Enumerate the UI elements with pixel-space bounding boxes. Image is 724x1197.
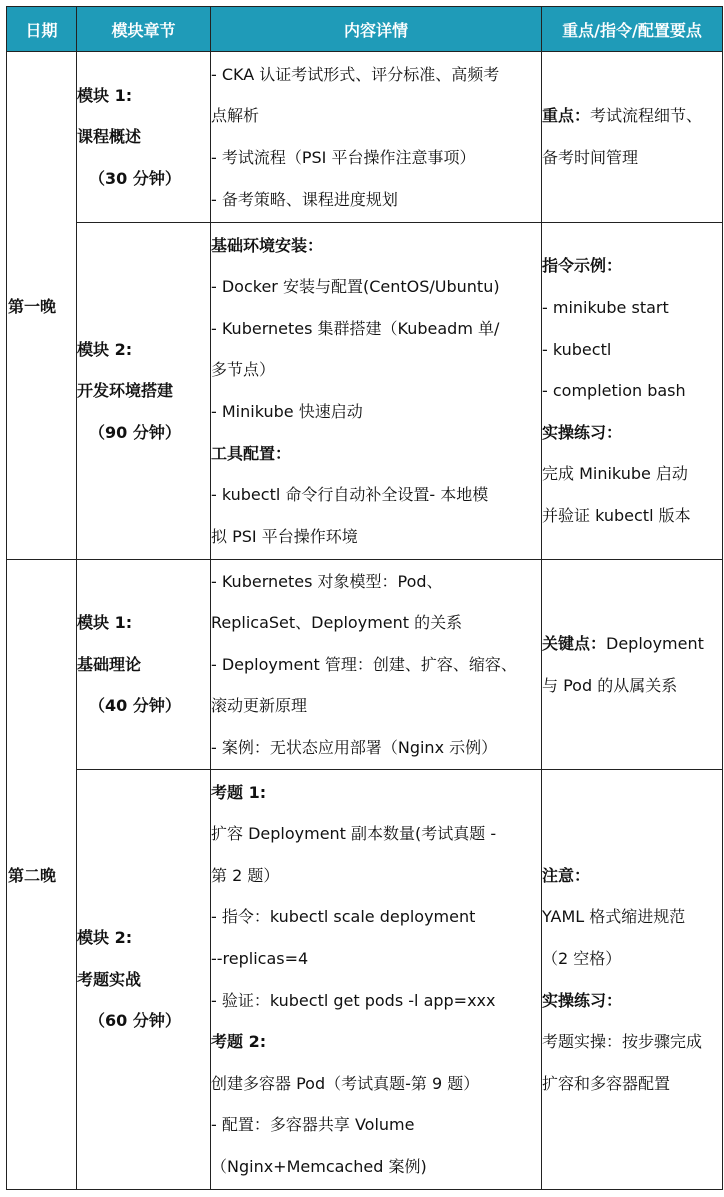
content-line: 创建多容器 Pod（考试真题-第 9 题）	[211, 1073, 480, 1093]
keypoint-text: 考试流程细节、	[590, 106, 703, 126]
keypoint-line: 并验证 kubectl 版本	[542, 505, 691, 525]
keypoint-text: Deployment	[606, 633, 704, 653]
content-line: - Minikube 快速启动	[211, 402, 363, 421]
module-cell	[77, 770, 211, 1190]
content-line: - Kubernetes 集群搭建（Kubeadm 单/	[211, 318, 500, 338]
content-line: 多节点）	[211, 360, 276, 380]
content-cell	[211, 223, 542, 560]
module-title: 基础理论	[77, 654, 142, 674]
day-cell-second-night: 第二晚	[7, 560, 77, 1190]
header-content: 内容详情	[211, 7, 542, 52]
module-duration: （30 分钟）	[89, 168, 181, 188]
table-row-d1-m1	[7, 52, 723, 223]
content-line: - 考试流程（PSI 平台操作注意事项）	[211, 148, 476, 167]
keypoint-line: （2 空格）	[542, 948, 622, 968]
content-line: - Deployment 管理：创建、扩容、缩容、	[211, 654, 517, 674]
keypoint-heading: 指令示例：	[542, 256, 623, 276]
module-cell	[77, 52, 211, 223]
keypoint-heading: 实操练习：	[542, 422, 623, 442]
content-line: - 配置：多容器共享 Volume	[211, 1115, 415, 1135]
content-line: - CKA 认证考试形式、评分标准、高频考	[211, 64, 500, 84]
keypoints-cell	[542, 560, 723, 770]
content-line: - Kubernetes 对象模型：Pod、	[211, 571, 443, 591]
keypoint-heading: 注意：	[542, 865, 591, 885]
content-line: 滚动更新原理	[211, 696, 308, 716]
content-line: 扩容 Deployment 副本数量(考试真题 -	[211, 824, 497, 844]
module-duration: （90 分钟）	[89, 422, 181, 442]
table-row-d2-m2	[7, 770, 723, 1190]
content-line: - 验证：kubectl get pods -l app=xxx	[211, 990, 496, 1010]
content-line: - 案例：无状态应用部署（Nginx 示例）	[211, 737, 498, 757]
content-line: 拟 PSI 平台操作环境	[211, 526, 358, 546]
content-cell	[211, 560, 542, 770]
content-cell	[211, 770, 542, 1190]
keypoint-line: - kubectl	[542, 339, 612, 359]
keypoint-label: 关键点：	[542, 633, 607, 653]
keypoint-label: 重点：	[542, 106, 591, 126]
content-heading: 考题 1:	[211, 782, 267, 802]
day-cell-first-night: 第一晚	[7, 52, 77, 560]
content-line: - 指令：kubectl scale deployment	[211, 907, 476, 927]
content-line: - Docker 安装与配置(CentOS/Ubuntu)	[211, 277, 500, 297]
module-number: 模块 2:	[77, 339, 133, 359]
content-line: 点解析	[211, 106, 260, 126]
keypoint-line: 完成 Minikube 启动	[542, 464, 688, 484]
content-line: ReplicaSet、Deployment 的关系	[211, 613, 463, 633]
keypoint-line: - minikube start	[542, 298, 669, 318]
keypoint-line: YAML 格式缩进规范	[542, 907, 686, 927]
module-duration: （60 分钟）	[89, 1011, 181, 1031]
module-title: 开发环境搭建	[77, 381, 174, 401]
keypoints-cell	[542, 52, 723, 223]
keypoint-text: 备考时间管理	[542, 148, 639, 167]
module-duration: （40 分钟）	[89, 696, 181, 716]
keypoints-cell	[542, 223, 723, 560]
content-heading: 工具配置：	[211, 443, 292, 463]
content-heading: 基础环境安装：	[211, 235, 324, 255]
module-title: 考题实战	[77, 969, 142, 989]
course-schedule-table	[6, 6, 723, 1190]
content-line: --replicas=4	[211, 948, 309, 968]
header-keypoints: 重点/指令/配置要点	[542, 7, 723, 52]
content-line: 第 2 题）	[211, 865, 280, 885]
content-cell	[211, 52, 542, 223]
module-number: 模块 1:	[77, 85, 133, 105]
module-title: 课程概述	[77, 127, 142, 147]
keypoint-text: 与 Pod 的从属关系	[542, 675, 678, 695]
module-cell	[77, 223, 211, 560]
content-line: - 备考策略、课程进度规划	[211, 189, 398, 209]
header-date: 日期	[7, 7, 77, 52]
content-line: - kubectl 命令行自动补全设置- 本地模	[211, 485, 489, 505]
header-module: 模块章节	[77, 7, 211, 52]
keypoints-cell	[542, 770, 723, 1190]
keypoint-line: 考题实操：按步骤完成	[542, 1032, 703, 1052]
content-heading: 考题 2:	[211, 1032, 267, 1052]
header-row	[7, 7, 723, 52]
keypoint-heading: 实操练习：	[542, 990, 623, 1010]
table-row-d1-m2	[7, 223, 723, 560]
keypoint-line: 扩容和多容器配置	[542, 1073, 671, 1093]
keypoint-line: - completion bash	[542, 381, 686, 401]
content-line: （Nginx+Memcached 案例)	[211, 1156, 427, 1176]
table-row-d2-m1	[7, 560, 723, 770]
module-number: 模块 1:	[77, 613, 133, 633]
module-number: 模块 2:	[77, 928, 133, 948]
module-cell	[77, 560, 211, 770]
